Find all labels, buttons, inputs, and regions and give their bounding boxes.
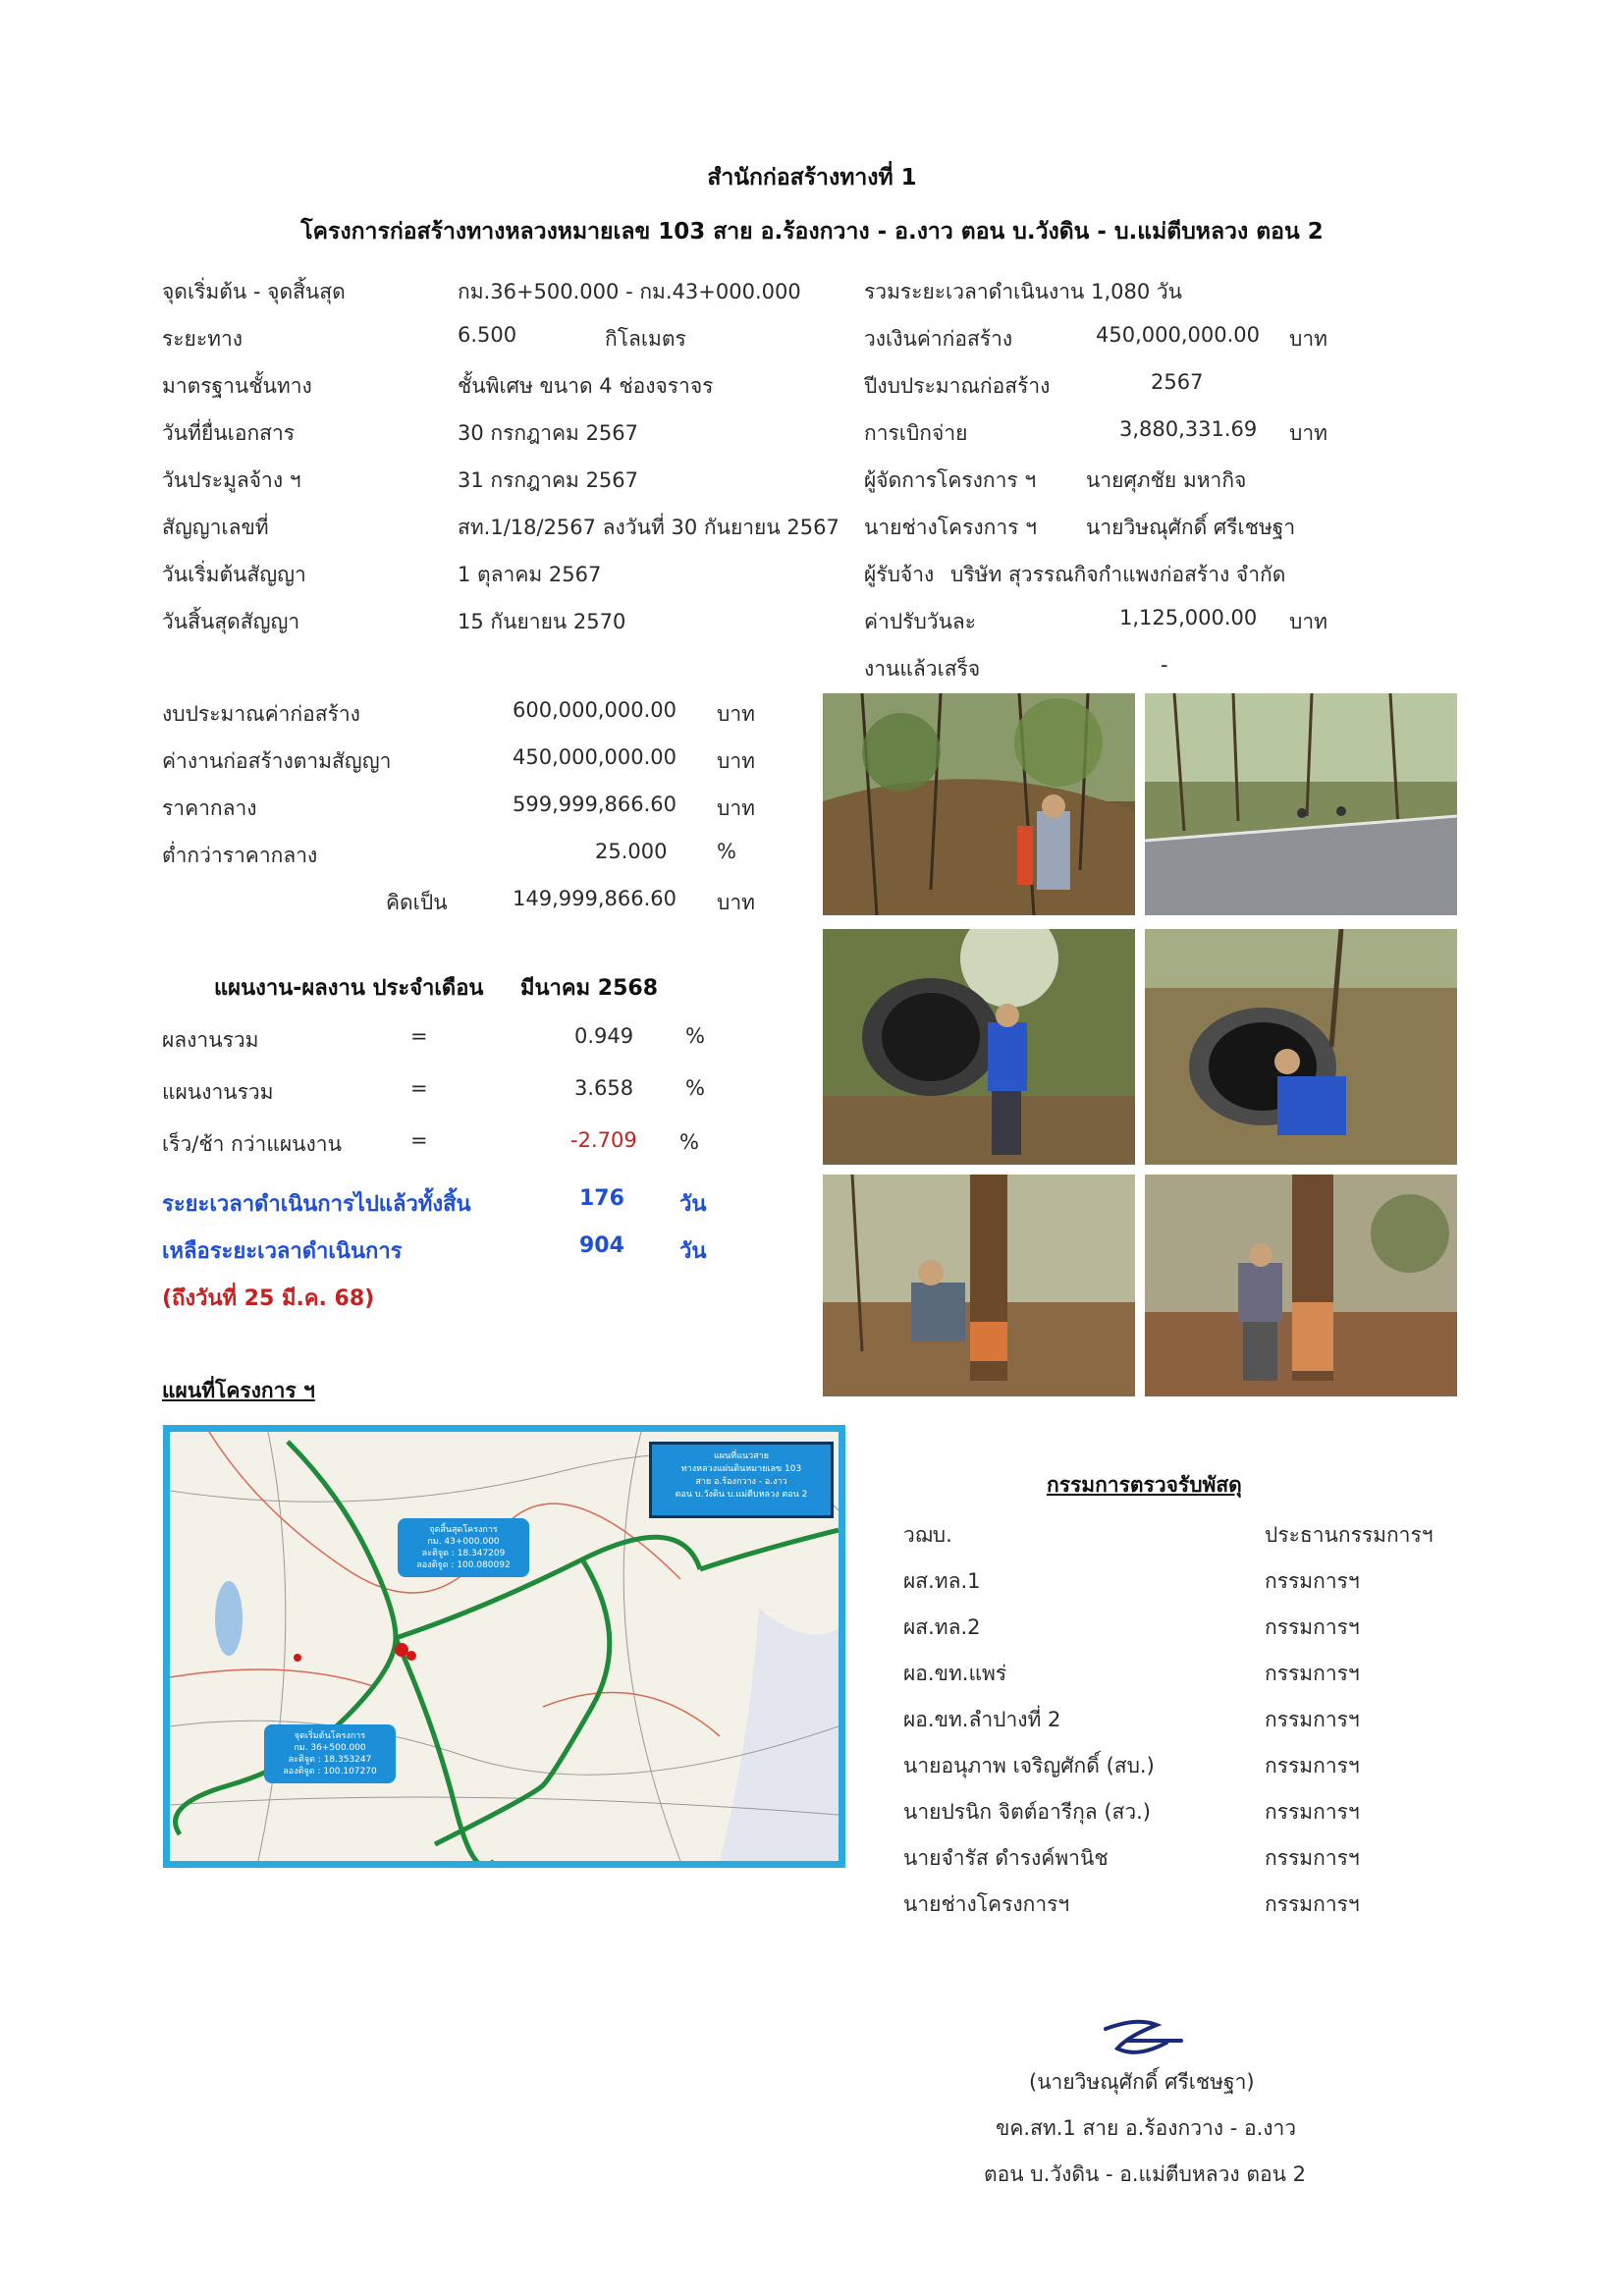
- info-label: งานแล้วเสร็จ: [864, 657, 981, 681]
- info-label: การเบิกจ่าย: [864, 421, 968, 445]
- map-legend-line: แผนที่แนวสาย: [714, 1451, 769, 1461]
- info-value: 15 กันยายน 2570: [458, 610, 626, 633]
- callout-line: ลองติจูด : 100.107270: [283, 1767, 377, 1777]
- callout-line: จุดเริ่มต้นโครงการ: [294, 1731, 366, 1741]
- info-unit: บาท: [1289, 327, 1327, 351]
- info-value: บริษัท สุวรรณกิจกำแพงก่อสร้าง จำกัด: [950, 563, 1286, 586]
- site-photo-tree-survey: [1145, 1175, 1457, 1396]
- info-value: 6.500: [458, 323, 517, 347]
- committee-member-role: กรรมการฯ: [1265, 1800, 1360, 1824]
- info-value: กม.36+500.000 - กม.43+000.000: [458, 280, 801, 303]
- budget-label: ราคากลาง: [162, 796, 257, 820]
- map-legend-box: [649, 1442, 834, 1518]
- committee-member-role: กรรมการฯ: [1265, 1662, 1360, 1685]
- progress-value: 3.658: [574, 1076, 634, 1100]
- info-value: ชั้นพิเศษ ขนาด 4 ช่องจราจร: [458, 374, 714, 398]
- map-legend-line: สาย อ.ร้องกวาง - อ.งาว: [695, 1477, 787, 1487]
- elapsed-value: 176: [579, 1186, 624, 1211]
- callout-line: กม. 43+000.000: [427, 1537, 500, 1547]
- info-label: ค่าปรับวันละ: [864, 610, 977, 633]
- committee-member-name: นายปรนิก จิตต์อารีกุล (สว.): [903, 1800, 1151, 1824]
- committee-member-name: นายช่างโครงการฯ: [903, 1892, 1070, 1916]
- committee-member-name: นายอนุภาพ เจริญศักดิ์ (สบ.): [903, 1754, 1155, 1777]
- budget-unit: บาท: [717, 749, 755, 773]
- info-value: 30 กรกฎาคม 2567: [458, 421, 639, 445]
- committee-member-role: กรรมการฯ: [1265, 1892, 1360, 1916]
- info-label: ปีงบประมาณก่อสร้าง: [864, 374, 1051, 398]
- progress-eq: =: [410, 1128, 428, 1152]
- committee-member-role: กรรมการฯ: [1265, 1846, 1360, 1870]
- info-unit: บาท: [1289, 421, 1327, 445]
- as-of-date: (ถึงวันที่ 25 มี.ค. 68): [162, 1286, 375, 1311]
- budget-unit: %: [717, 840, 736, 863]
- info-label: นายช่างโครงการ ฯ: [864, 516, 1037, 539]
- budget-label: ค่างานก่อสร้างตามสัญญา: [162, 749, 392, 773]
- site-photo-culvert-measure: [823, 929, 1135, 1165]
- committee-member-name: นายจำรัส ดำรงค์พานิช: [903, 1846, 1109, 1870]
- info-label: ระยะทาง: [162, 327, 244, 351]
- progress-label: เร็ว/ช้า กว่าแผนงาน: [162, 1132, 342, 1156]
- progress-label: แผนงานรวม: [162, 1080, 274, 1104]
- callout-line: กม. 36+500.000: [294, 1743, 366, 1753]
- info-value: 3,880,331.69: [1119, 417, 1258, 441]
- signature-name: (นายวิษณุศักดิ์ ศรีเชษฐา): [1029, 2070, 1255, 2094]
- site-photo-road-edge: [1145, 693, 1457, 915]
- budget-value: 149,999,866.60: [513, 887, 677, 910]
- committee-member-role: ประธานกรรมการฯ: [1265, 1523, 1434, 1547]
- committee-title: กรรมการตรวจรับพัสดุ: [1047, 1473, 1242, 1497]
- map-legend-line: ทางหลวงแผ่นดินหมายเลข 103: [680, 1464, 802, 1474]
- info-value: นายวิษณุศักดิ์ ศรีเชษฐา: [1086, 516, 1296, 539]
- callout-line: จุดสิ้นสุดโครงการ: [429, 1525, 498, 1535]
- info-label: จุดเริ่มต้น - จุดสิ้นสุด: [162, 280, 346, 303]
- info-value: 450,000,000.00: [1096, 323, 1260, 347]
- progress-label: ผลงานรวม: [162, 1028, 259, 1052]
- remaining-label: เหลือระยะเวลาดำเนินการ: [162, 1239, 403, 1264]
- budget-value: 450,000,000.00: [513, 745, 677, 769]
- budget-value: 600,000,000.00: [513, 698, 677, 722]
- budget-unit: บาท: [717, 796, 755, 820]
- remaining-value: 904: [579, 1233, 624, 1258]
- signature-mark: [1098, 2015, 1186, 2068]
- info-label: รวมระยะเวลาดำเนินงาน 1,080 วัน: [864, 280, 1183, 303]
- info-label: ผู้จัดการโครงการ ฯ: [864, 468, 1037, 492]
- info-label: วันที่ยื่นเอกสาร: [162, 421, 296, 445]
- callout-line: ละติจูด : 18.347209: [421, 1549, 506, 1558]
- info-unit: กิโลเมตร: [605, 327, 686, 351]
- info-value: 31 กรกฎาคม 2567: [458, 468, 639, 492]
- info-value: 2567: [1151, 370, 1204, 394]
- office-title: สำนักก่อสร้างทางที่ 1: [707, 165, 917, 191]
- info-value: 1,125,000.00: [1119, 606, 1258, 629]
- site-photo-tree-mark: [823, 1175, 1135, 1396]
- info-value: -: [1161, 653, 1168, 677]
- budget-label: คิดเป็น: [386, 891, 448, 914]
- committee-member-role: กรรมการฯ: [1265, 1754, 1360, 1777]
- committee-member-name: ผอ.ขท.ลำปางที่ 2: [903, 1708, 1061, 1731]
- progress-eq: =: [410, 1076, 428, 1100]
- project-map: [163, 1425, 845, 1868]
- progress-month: มีนาคม 2568: [520, 976, 659, 1001]
- budget-value: 25.000: [595, 840, 668, 863]
- committee-member-role: กรรมการฯ: [1265, 1615, 1360, 1639]
- info-label: วันเริ่มต้นสัญญา: [162, 563, 306, 586]
- budget-unit: บาท: [717, 702, 755, 726]
- callout-line: ละติจูด : 18.353247: [288, 1755, 372, 1765]
- site-photo-forest-slope: [823, 693, 1135, 915]
- info-label: วันประมูลจ้าง ฯ: [162, 468, 301, 492]
- progress-unit: %: [679, 1130, 699, 1154]
- site-photo-culvert-inspect: [1145, 929, 1457, 1165]
- elapsed-unit: วัน: [679, 1192, 707, 1217]
- committee-member-name: วฌบ.: [903, 1523, 952, 1547]
- info-value: นายศุภชัย มหากิจ: [1086, 468, 1247, 492]
- elapsed-label: ระยะเวลาดำเนินการไปแล้วทั้งสิ้น: [162, 1192, 471, 1217]
- info-label: วงเงินค่าก่อสร้าง: [864, 327, 1013, 351]
- info-label: วันสิ้นสุดสัญญา: [162, 610, 300, 633]
- info-value: 1 ตุลาคม 2567: [458, 563, 602, 586]
- committee-member-role: กรรมการฯ: [1265, 1569, 1360, 1593]
- progress-value: 0.949: [574, 1024, 634, 1048]
- map-end-point-callout: [398, 1518, 529, 1577]
- info-value: สท.1/18/2567 ลงวันที่ 30 กันยายน 2567: [458, 516, 839, 539]
- progress-value: -2.709: [570, 1128, 637, 1152]
- budget-unit: บาท: [717, 891, 755, 914]
- info-label: มาตรฐานชั้นทาง: [162, 374, 312, 398]
- budget-label: งบประมาณค่าก่อสร้าง: [162, 702, 360, 726]
- budget-value: 599,999,866.60: [513, 793, 677, 816]
- budget-label: ต่ำกว่าราคากลาง: [162, 844, 318, 867]
- map-legend-line: ตอน บ.วังดิน บ.แม่ตีบหลวง ตอน 2: [675, 1490, 808, 1500]
- info-label: สัญญาเลขที่: [162, 516, 269, 539]
- map-title: แผนที่โครงการ ฯ: [162, 1379, 315, 1402]
- signature-position-line1: ขค.สท.1 สาย อ.ร้องกวาง - อ.งาว: [996, 2116, 1297, 2140]
- info-label: ผู้รับจ้าง: [864, 563, 935, 586]
- committee-member-role: กรรมการฯ: [1265, 1708, 1360, 1731]
- progress-title: แผนงาน-ผลงาน ประจำเดือน: [214, 976, 484, 1001]
- project-title: โครงการก่อสร้างทางหลวงหมายเลข 103 สาย อ.ร้องกวาง - อ.งาว ตอน บ.วังดิน - บ.แม่ตีบหลวง ตอน 2: [300, 219, 1324, 245]
- info-unit: บาท: [1289, 610, 1327, 633]
- remaining-unit: วัน: [679, 1239, 707, 1264]
- progress-unit: %: [685, 1076, 705, 1100]
- map-start-point-callout: [264, 1724, 396, 1783]
- progress-eq: =: [410, 1024, 428, 1048]
- committee-member-name: ผส.ทล.1: [903, 1569, 981, 1593]
- signature-position-line2: ตอน บ.วังดิน - อ.แม่ตีบหลวง ตอน 2: [984, 2162, 1306, 2186]
- progress-unit: %: [685, 1024, 705, 1048]
- callout-line: ลองติจูด : 100.080092: [416, 1560, 511, 1570]
- committee-member-name: ผอ.ขท.แพร่: [903, 1662, 1007, 1685]
- committee-member-name: ผส.ทล.2: [903, 1615, 981, 1639]
